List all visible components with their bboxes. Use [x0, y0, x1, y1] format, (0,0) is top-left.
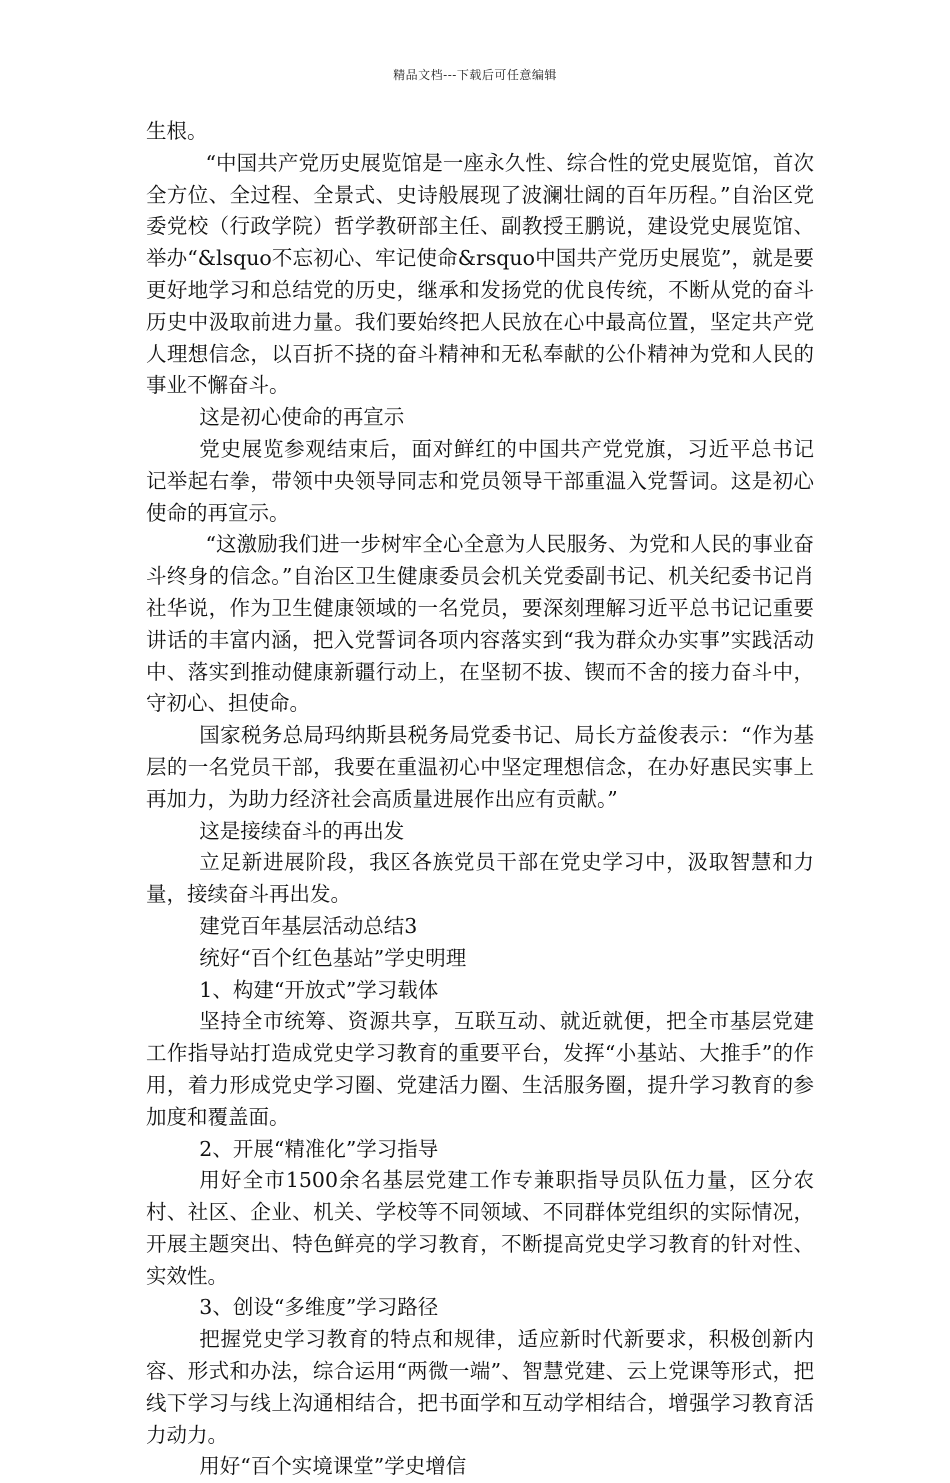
subsection-heading: 3、创设“多维度”学习路径: [199, 1295, 439, 1320]
paragraph: 国家税务总局玛纳斯县税务局党委书记、局长方益俊表示：“作为基层的一名党员干部，我要在重温初心中坚定理想信念，在办好惠民实事上再加力，为助力经济社会高质量进展作出应有贡献。”: [146, 723, 814, 811]
document-body: [146, 116, 814, 1483]
section-heading: 建党百年基层活动总结3: [199, 913, 418, 938]
page-header: 精品文档---下载后可任意编辑: [393, 68, 557, 82]
subsection-heading: 2、开展“精准化”学习指导: [199, 1136, 439, 1161]
paragraph: 立足新进展阶段，我区各族党员干部在党史学习中，汲取智慧和力量，接续奋斗再出发。: [146, 850, 814, 907]
paragraph: 坚持全市统筹、资源共享，互联互动、就近就便，把全市基层党建工作指导站打造成党史学习教育的重要平台，发挥“小基站、大推手”的作用，着力形成党史学习圈、党建活力圈、生活服务圈，提升学习教育的参加度和覆盖面。: [146, 1009, 814, 1129]
paragraph: “这激励我们进一步树牢全心全意为人民服务、为党和人民的事业奋斗终身的信念。”自治区卫生健康委员会机关党委副书记、机关纪委书记肖社华说，作为卫生健康领域的一名党员，要深刻理解习近平总书记记重要讲话的丰富内涵，把入党誓词各项内容落实到“我为群众办实事”实践活动中、落实到推动健康新疆行动上，在坚韧不拔、锲而不舍的接力奋斗中，守初心、担使命。: [146, 532, 814, 716]
paragraph: 用好全市1500余名基层党建工作专兼职指导员队伍力量，区分农村、社区、企业、机关、学校等不同领域、不同群体党组织的实际情况，开展主题突出、特色鲜亮的学习教育，不断提高党史学习教育的针对性、实效性。: [146, 1168, 814, 1288]
paragraph: 生根。: [146, 119, 208, 143]
section-heading: 用好“百个实境课堂”学史增信: [199, 1454, 467, 1479]
section-heading: 统好“百个红色基站”学史明理: [199, 945, 467, 970]
section-heading: 这是初心使命的再宣示: [199, 405, 405, 430]
section-heading: 这是接续奋斗的再出发: [199, 818, 405, 843]
paragraph: 党史展览参观结束后，面对鲜红的中国共产党党旗，习近平总书记记举起右拳，带领中央领导同志和党员领导干部重温入党誓词。这是初心使命的再宣示。: [146, 436, 814, 525]
subsection-heading: 1、构建“开放式”学习载体: [199, 977, 439, 1002]
paragraph: “中国共产党历史展览馆是一座永久性、综合性的党史展览馆，首次全方位、全过程、全景式、史诗般展现了波澜壮阔的百年历程。”自治区党委党校（行政学院）哲学教研部主任、副教授王鹏说，建设党史展览馆、举办“&lsquo不忘初心、牢记使命&rsquo中国共产党历史展览”，就是要更好地学习和总结党的历史，继承和发扬党的优良传统，不断从党的奋斗历史中汲取前进力量。我们要始终把人民放在心中最高位置，坚定共产党人理想信念，以百折不挠的奋斗精神和无私奉献的公仆精神为党和人民的事业不懈奋斗。: [146, 150, 814, 398]
paragraph: 把握党史学习教育的特点和规律，适应新时代新要求，积极创新内容、形式和办法，综合运用“两微一端”、智慧党建、云上党课等形式，把线下学习与线上沟通相结合，把书面学和互动学相结合，增强学习教育活力动力。: [146, 1327, 814, 1447]
